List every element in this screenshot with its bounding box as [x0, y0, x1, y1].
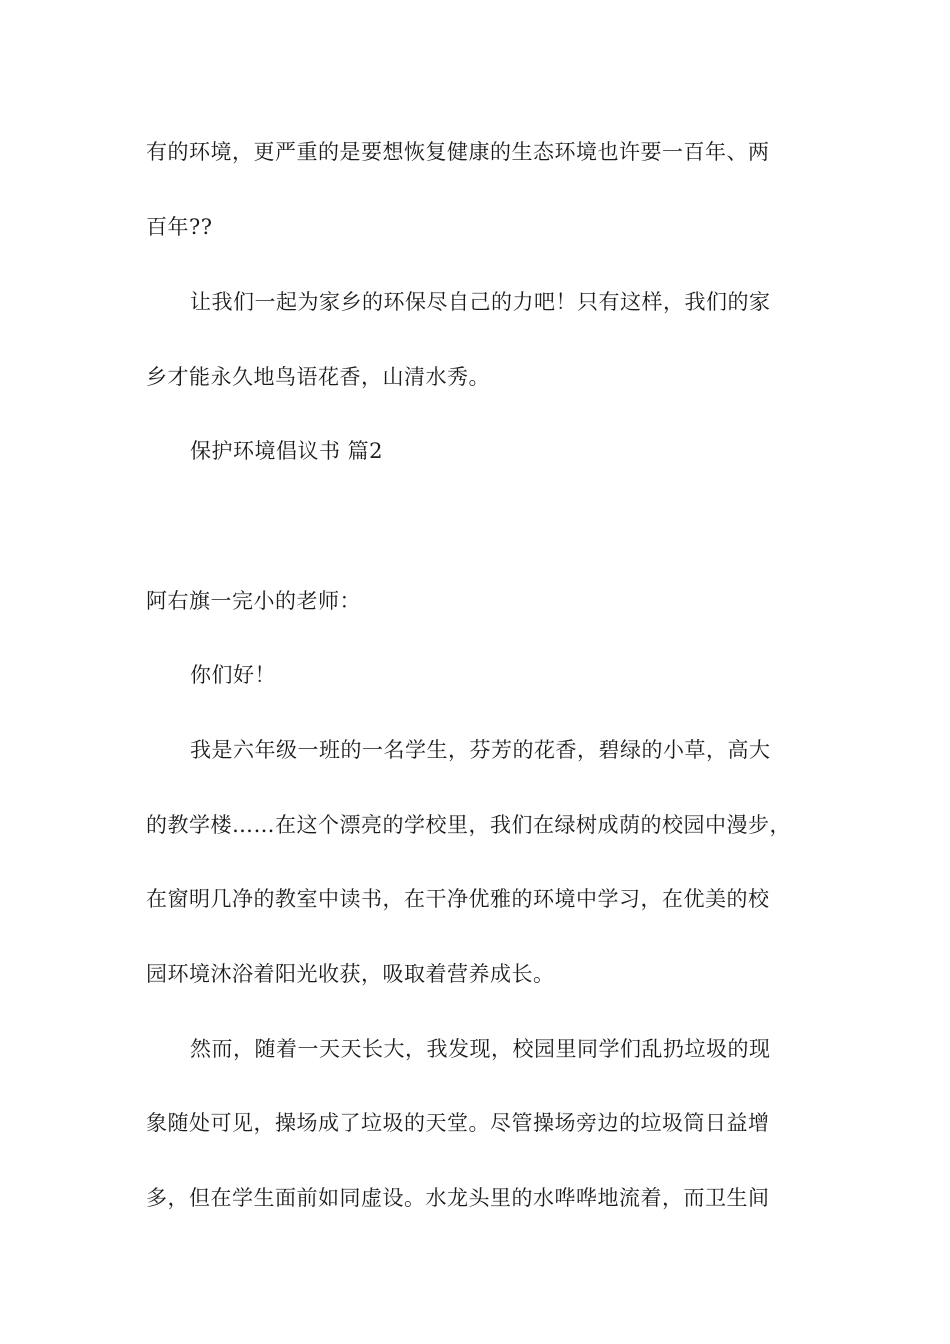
- paragraph-line: 象随处可见，操场成了垃圾的天堂。尽管操场旁边的垃圾筒日益增: [146, 1111, 770, 1135]
- paragraph-line: 有的环境，更严重的是要想恢复健康的生态环境也许要一百年、两: [146, 140, 770, 164]
- paragraph-line: 多，但在学生面前如同虚设。水龙头里的水哗哗地流着，而卫生间: [146, 1186, 770, 1210]
- section-heading: 保护环境倡议书 篇2: [190, 439, 384, 463]
- paragraph-line: 园环境沐浴着阳光收获，吸取着营养成长。: [146, 962, 555, 986]
- paragraph-line: 的教学楼……在这个漂亮的学校里，我们在绿树成荫的校园中漫步，: [146, 813, 791, 837]
- paragraph-line: 乡才能永久地鸟语花香，山清水秀。: [146, 365, 490, 389]
- paragraph-line: 百年??: [146, 215, 213, 239]
- paragraph-line: 然而，随着一天天长大，我发现，校园里同学们乱扔垃圾的现: [190, 1037, 771, 1061]
- paragraph-line: 在窗明几净的教室中读书，在干净优雅的环境中学习，在优美的校: [146, 887, 770, 911]
- greeting: 你们好！: [190, 663, 276, 687]
- paragraph-line: 我是六年级一班的一名学生，芬芳的花香，碧绿的小草，高大: [190, 738, 771, 762]
- salutation: 阿右旗一完小的老师：: [146, 589, 361, 613]
- paragraph-line: 让我们一起为家乡的环保尽自己的力吧！只有这样，我们的家: [190, 290, 771, 314]
